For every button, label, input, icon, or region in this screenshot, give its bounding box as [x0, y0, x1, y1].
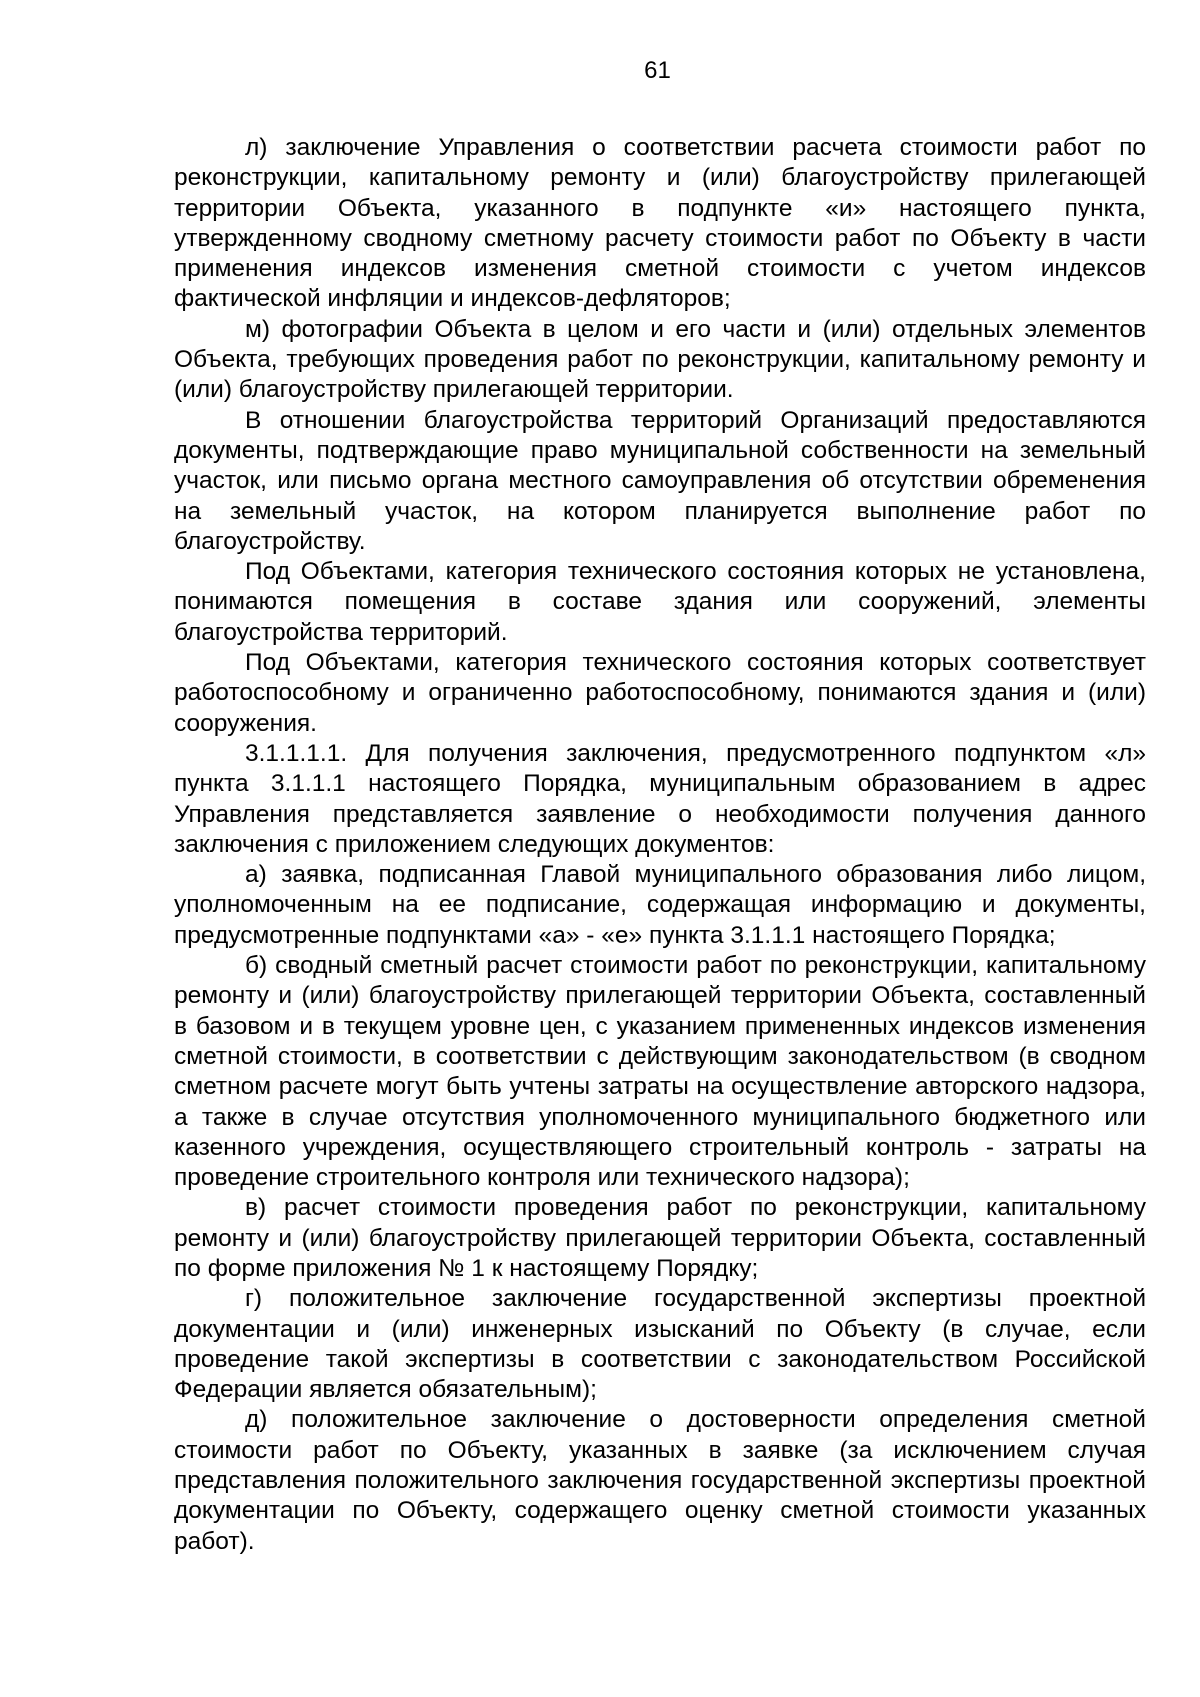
paragraph-l: л) заключение Управления о соответствии расчета стоимости работ по реконструкции, капитальному ремонту и (или) благоустройству прилегающей территории Объекта, указанного в подпункте «и» настоящего пункта, утвержденному сводному сметному расчету стоимости работ по Объекту в части применения индексов изменения сметной стоимости с учетом индексов фактической инфляции и индексов-дефляторов;: [174, 134, 1146, 313]
paragraph-3-1-1-1-1: 3.1.1.1.1. Для получения заключения, предусмотренного подпунктом «л» пункта 3.1.1.1 настоящего Порядка, муниципальным образованием в адрес Управления представляется заявление о необходимости получения данного заключения с приложением следующих документов:: [174, 739, 1146, 858]
paragraph-g: г) положительное заключение государственной экспертизы проектной документации и (или) инженерных изысканий по Объекту (в случае, если проведение такой экспертизы в соответствии с законодательством Российской Федерации является обязательным);: [174, 1285, 1146, 1404]
paragraph-b: б) сводный сметный расчет стоимости работ по реконструкции, капитальному ремонту и (или) благоустройству прилегающей территории Объекта, составленный в базовом и в текущем уровне цен, с указанием примененных индексов изменения сметной стоимости, в соответствии с действующим законодательством (в сводном сметном расчете могут быть учтены затраты на осуществление авторского надзора, а также в случае отсутствия уполномоченного муниципального бюджетного или казенного учреждения, осуществляющего строительный контроль - затраты на проведение строительного контроля или технического надзора);: [174, 952, 1146, 1192]
paragraph-landscaping: В отношении благоустройства территорий Организаций предоставляются документы, подтверждающие право муниципальной собственности на земельный участок, или письмо органа местного самоуправления об отсутствии обременения на земельный участок, на котором планируется выполнение работ по благоустройству.: [174, 406, 1146, 555]
paragraph-a: а) заявка, подписанная Главой муниципального образования либо лицом, уполномоченным на ее подписание, содержащая информацию и документы, предусмотренные подпунктами «а» - «е» пункта 3.1.1.1 настоящего Порядка;: [174, 861, 1146, 949]
paragraph-v: в) расчет стоимости проведения работ по реконструкции, капитальному ремонту и (или) благоустройству прилегающей территории Объекта, составленный по форме приложения № 1 к настоящему Порядку;: [174, 1194, 1146, 1282]
document-body: [174, 133, 1146, 1557]
paragraph-d: д) положительное заключение о достоверности определения сметной стоимости работ по Объекту, указанных в заявке (за исключением случая представления положительного заключения государственной экспертизы проектной документации по Объекту, содержащего оценку сметной стоимости указанных работ).: [174, 1406, 1146, 1555]
paragraph-objects-operable: Под Объектами, категория технического состояния которых соответствует работоспособному и ограниченно работоспособному, понимаются здания и (или) сооружения.: [174, 649, 1146, 737]
paragraph-objects-not-established: Под Объектами, категория технического состояния которых не установлена, понимаются помещения в составе здания или сооружений, элементы благоустройства территорий.: [174, 558, 1146, 646]
paragraph-m: м) фотографии Объекта в целом и его части и (или) отдельных элементов Объекта, требующих проведения работ по реконструкции, капитальному ремонту и (или) благоустройству прилегающей территории.: [174, 315, 1146, 404]
page-number: 61: [644, 57, 671, 84]
